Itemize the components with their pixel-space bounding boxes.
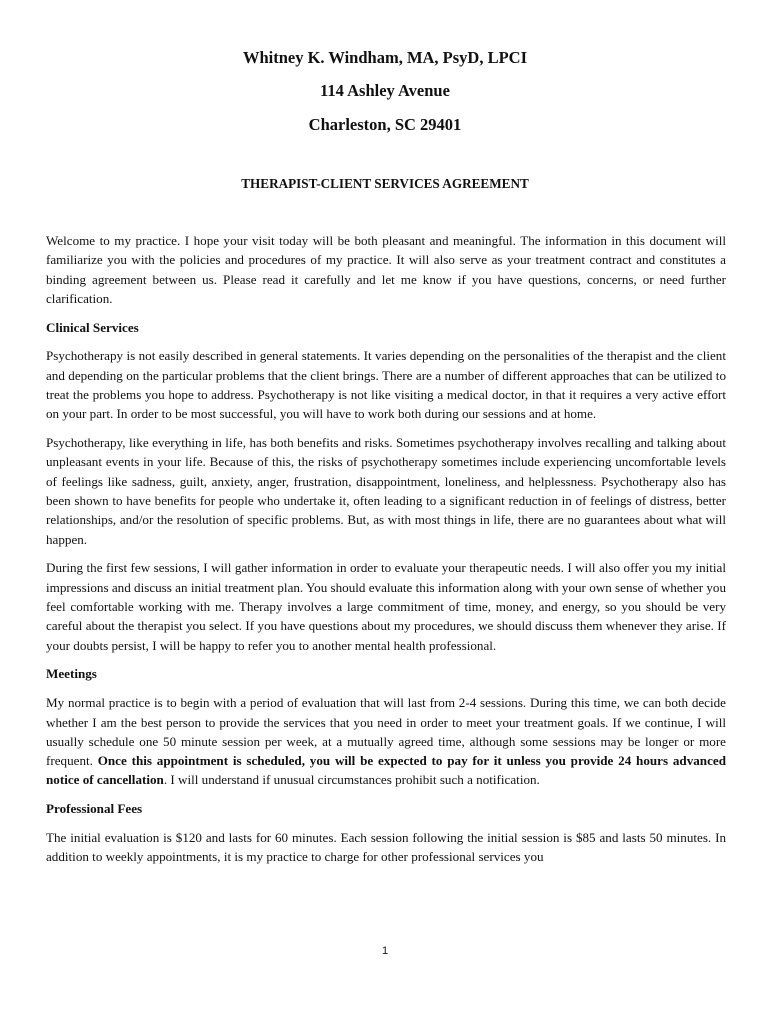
clinical-services-heading: Clinical Services xyxy=(46,319,139,335)
professional-fees-paragraph: The initial evaluation is $120 and lasts for 60 minutes. Each session following the initial session is $85 and lasts 50 minutes. In addition to weekly appointments, it is my practice to charge for other professional services you xyxy=(46,830,726,865)
intro-paragraph: Welcome to my practice. I hope your visit today will be both pleasant and meaningful. The information in this document will familiarize you with the policies and procedures of my practice. It will also serve as your treatment contract and constitutes a binding agreement between us. Please read it carefully and let me know if you have questions, concerns, or need further clarification. xyxy=(46,233,726,306)
meetings-cancellation-policy: Once this appointment is scheduled, you will be expected to pay for it unless you provide 24 hours advanced notice of cancellation xyxy=(46,753,726,788)
clinical-services-paragraph-1: Psychotherapy is not easily described in general statements. It varies depending on the personalities of the therapist and the client and depending on the particular problems that the client brings. There are a number of different approaches that can be utilized to treat the problems you hope to address. Psychotherapy is not like visiting a medical doctor, in that it requires a very active effort on your part. In order to be most successful, you will have to work both during our sessions and at home. xyxy=(46,348,726,422)
clinical-services-paragraph-2: Psychotherapy, like everything in life, has both benefits and risks. Sometimes psychotherapy involves recalling and talking about unpleasant events in your life. Because of this, the risks of psychotherapy sometimes include experiencing uncomfortable levels of feelings like sadness, guilt, anxiety, anger, frustration, disappointment, loneliness, and helplessness. Psychotherapy also has been shown to have benefits for people who undertake it, often leading to a significant reduction in of feelings of distress, better relationships, and/or the resolution of specific problems. But, as with most things in life, there are no guarantees about what will happen. xyxy=(46,435,726,547)
address-street: 114 Ashley Avenue xyxy=(320,81,450,100)
practitioner-name: Whitney K. Windham, MA, PsyD, LPCI xyxy=(242,48,528,67)
meetings-heading: Meetings xyxy=(46,666,97,682)
meetings-paragraph xyxy=(46,693,726,789)
page-number: 1 xyxy=(381,945,389,957)
clinical-services-paragraph-3: During the first few sessions, I will gather information in order to evaluate your therapeutic needs. I will also offer you my initial impressions and discuss an initial treatment plan. You should evaluate this information along with your own sense of whether you feel comfortable working with me. Therapy involves a large commitment of time, money, and energy, so you should be very careful about the therapist you select. If you have questions about my procedures, we should discuss them whenever they arise. If your doubts persist, I will be happy to refer you to another mental health professional. xyxy=(46,560,726,653)
address-city: Charleston, SC 29401 xyxy=(308,115,462,134)
document-title: THERAPIST-CLIENT SERVICES AGREEMENT xyxy=(241,176,529,191)
meetings-text-before: My normal practice is to begin with a period of evaluation that will last from 2-4 sessions. During this time, we can both decide whether I am the best person to provide the services that you need in order to meet your treatment goals. If we continue, I will usually schedule one 50 minute session per week, at a mutually agreed time, although some sessions may be longer or more frequent. xyxy=(46,695,726,769)
professional-fees-heading: Professional Fees xyxy=(46,801,143,817)
document-body xyxy=(46,231,726,876)
meetings-text-after: . I will understand if unusual circumstances prohibit such a notification. xyxy=(163,772,540,788)
